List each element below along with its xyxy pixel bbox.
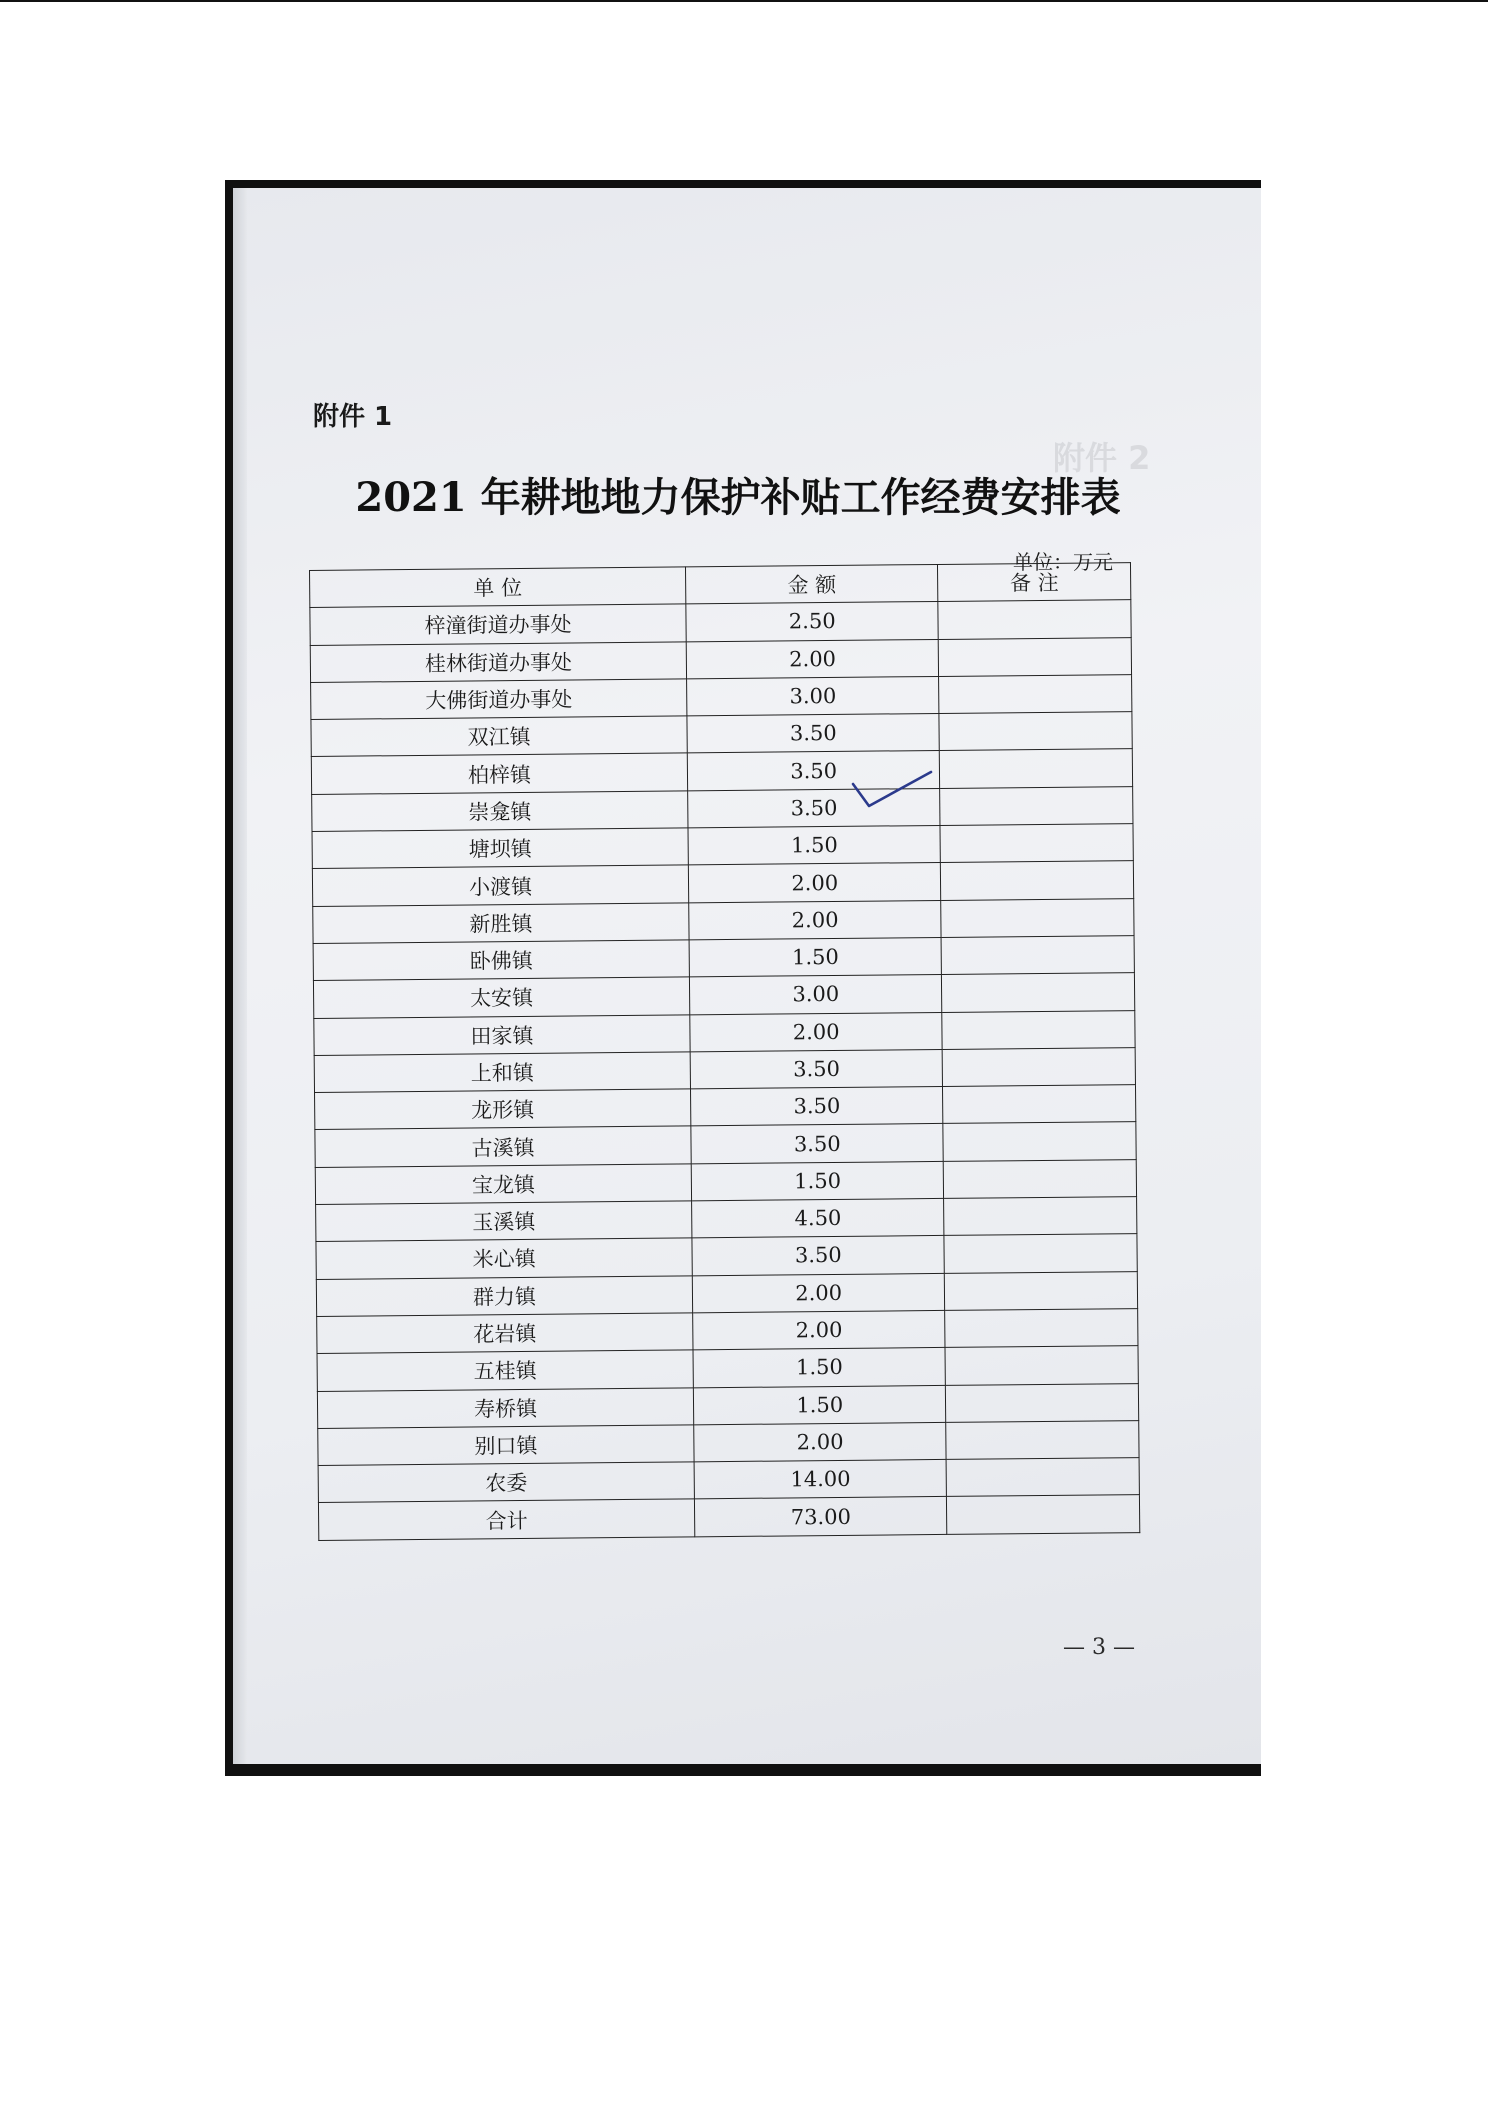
unit-cell: 古溪镇	[315, 1126, 691, 1167]
note-cell	[940, 824, 1133, 863]
amount-cell: 2.50	[686, 602, 939, 642]
annex-label: 附件 1	[313, 402, 393, 432]
unit-cell: 农委	[318, 1462, 694, 1503]
unit-cell: 寿桥镇	[317, 1387, 693, 1428]
amount-cell: 14.00	[694, 1460, 947, 1500]
amount-cell: 1.50	[688, 826, 941, 866]
note-cell	[946, 1383, 1139, 1422]
unit-cell: 太安镇	[313, 977, 689, 1018]
note-cell	[943, 1085, 1136, 1124]
document-photo	[225, 180, 1261, 1776]
amount-cell: 3.00	[687, 676, 940, 716]
amount-cell: 2.00	[692, 1273, 945, 1313]
note-cell	[944, 1159, 1137, 1198]
amount-cell: 3.50	[688, 788, 941, 828]
table-body	[310, 600, 1140, 1540]
bleed-through-text: 附件 2	[1053, 439, 1151, 477]
note-cell	[943, 1047, 1136, 1086]
amount-cell: 2.00	[688, 863, 941, 903]
unit-cell: 玉溪镇	[316, 1201, 692, 1242]
note-cell	[945, 1309, 1138, 1348]
amount-cell: 3.50	[687, 714, 940, 754]
note-cell	[945, 1271, 1138, 1310]
unit-cell: 上和镇	[314, 1052, 690, 1093]
unit-cell: 新胜镇	[313, 903, 689, 944]
unit-cell: 大佛街道办事处	[311, 679, 687, 720]
header-unit: 单 位	[310, 567, 686, 608]
amount-cell: 1.50	[693, 1385, 946, 1425]
note-cell	[940, 749, 1133, 788]
unit-cell: 桂林街道办事处	[310, 641, 686, 682]
note-cell	[939, 712, 1132, 751]
unit-cell: 田家镇	[314, 1014, 690, 1055]
document-title: 2021 年耕地地力保护补贴工作经费安排表	[355, 474, 1121, 521]
amount-cell: 3.50	[687, 751, 940, 791]
unit-cell: 小渡镇	[312, 865, 688, 906]
note-cell	[944, 1234, 1137, 1273]
unit-cell: 花岩镇	[317, 1313, 693, 1354]
amount-cell: 2.00	[689, 900, 942, 940]
note-cell	[941, 861, 1134, 900]
unit-cell: 五桂镇	[317, 1350, 693, 1391]
amount-cell: 2.00	[694, 1422, 947, 1462]
note-cell	[941, 898, 1134, 937]
amount-cell: 1.50	[689, 937, 942, 977]
note-cell	[939, 674, 1132, 713]
note-cell	[945, 1346, 1138, 1385]
unit-cell: 龙形镇	[315, 1089, 691, 1130]
unit-cell: 卧佛镇	[313, 940, 689, 981]
note-cell	[938, 600, 1131, 639]
note-cell	[940, 786, 1133, 825]
unit-cell: 宝龙镇	[315, 1164, 691, 1205]
amount-cell: 1.50	[691, 1161, 944, 1201]
amount-cell: 3.00	[689, 975, 942, 1015]
header-note: 备 注	[938, 563, 1131, 602]
amount-cell: 1.50	[693, 1348, 946, 1388]
paper-sheet	[233, 188, 1261, 1764]
paper-edge	[233, 188, 247, 1764]
amount-cell: 3.50	[691, 1124, 944, 1164]
unit-cell: 合计	[318, 1499, 694, 1540]
amount-cell: 3.50	[690, 1049, 943, 1089]
note-cell	[944, 1197, 1137, 1236]
note-cell	[942, 1010, 1135, 1049]
unit-cell: 别口镇	[318, 1425, 694, 1466]
amount-cell: 2.00	[693, 1310, 946, 1350]
check-mark-icon	[847, 766, 937, 816]
unit-cell: 群力镇	[316, 1275, 692, 1316]
table-row	[318, 1495, 1139, 1540]
note-cell	[939, 637, 1132, 676]
amount-cell: 3.50	[692, 1236, 945, 1276]
unit-cell: 米心镇	[316, 1238, 692, 1279]
note-cell	[943, 1122, 1136, 1161]
note-cell	[946, 1420, 1139, 1459]
note-cell	[947, 1495, 1140, 1534]
note-cell	[942, 973, 1135, 1012]
amount-cell: 73.00	[694, 1497, 947, 1537]
header-amount: 金 额	[685, 564, 938, 604]
note-cell	[942, 936, 1135, 975]
page-number: — 3 —	[1063, 1635, 1135, 1660]
unit-cell: 双江镇	[311, 716, 687, 757]
note-cell	[947, 1458, 1140, 1497]
unit-cell: 柏梓镇	[311, 753, 687, 794]
unit-cell: 塘坝镇	[312, 828, 688, 869]
unit-note: 单位：万元	[1013, 550, 1113, 574]
amount-cell: 2.00	[686, 639, 939, 679]
funding-table	[309, 562, 1140, 1541]
unit-cell: 梓潼街道办事处	[310, 604, 686, 645]
amount-cell: 4.50	[692, 1198, 945, 1238]
amount-cell: 3.50	[690, 1087, 943, 1127]
scan-top-border	[0, 0, 1488, 2]
unit-cell: 崇龛镇	[312, 791, 688, 832]
amount-cell: 2.00	[690, 1012, 943, 1052]
